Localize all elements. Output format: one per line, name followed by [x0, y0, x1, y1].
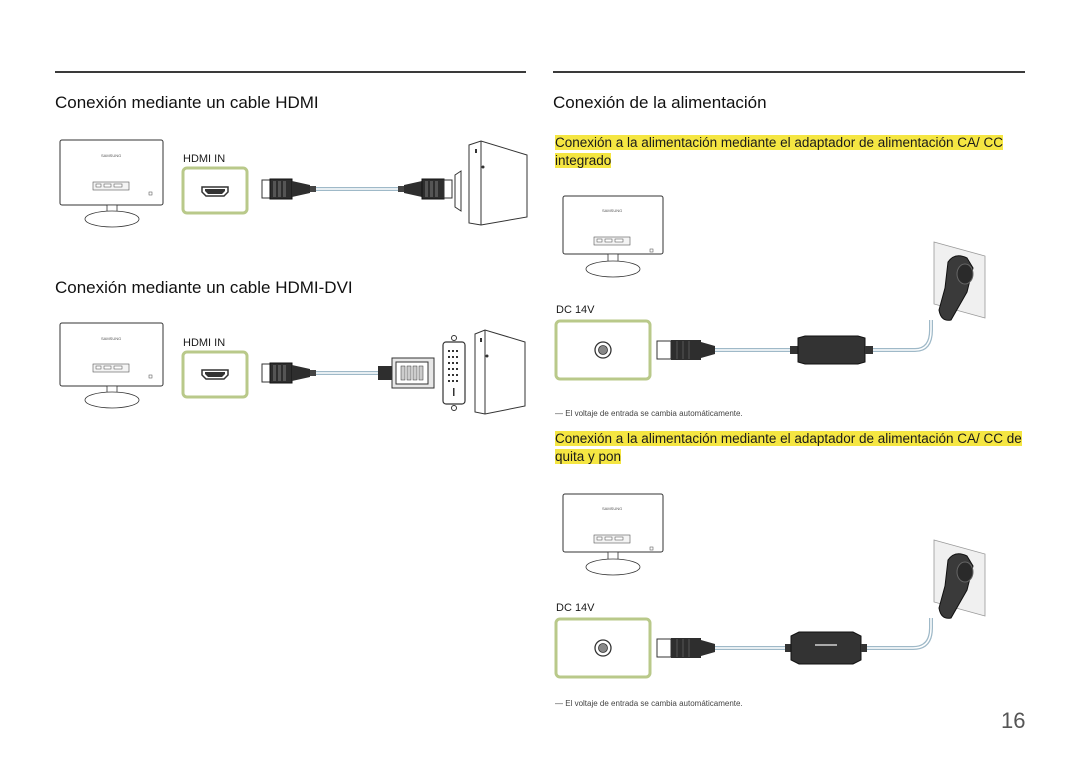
left-column-rule: [55, 71, 526, 73]
power-detachable-adapter-diagram: [553, 488, 1023, 688]
power-section-title: Conexión de la alimentación: [553, 93, 767, 112]
power-adapter-brick: [798, 336, 865, 364]
pc-tower-icon: [469, 141, 527, 225]
hdmi-dvi-section-title: Conexión mediante un cable HDMI-DVI: [55, 278, 353, 297]
power-subsection-detachable: Conexión a la alimentación mediante el adaptador de alimentación CA/ CC de quita y pon: [555, 431, 1022, 464]
hdmi-in-label-2: HDMI IN: [183, 337, 226, 349]
dc-14v-label-1: DC 14V: [556, 304, 595, 316]
monitor-rear-icon: [563, 196, 663, 277]
voltage-note-2: — El voltaje de entrada se cambia automáticamente.: [555, 699, 743, 708]
power-integrated-adapter-diagram: [553, 190, 1023, 390]
svg-text:SAMSUNG: SAMSUNG: [602, 208, 623, 213]
hdmi-section-title: Conexión mediante un cable HDMI: [55, 93, 319, 112]
monitor-rear-icon: [60, 140, 163, 227]
hdmi-connection-diagram: [55, 135, 535, 255]
page-number: 16: [1001, 708, 1026, 733]
pc-tower-icon: [475, 330, 525, 414]
dc-14v-label-2: DC 14V: [556, 602, 595, 614]
hdmi-in-label-1: HDMI IN: [183, 153, 226, 165]
svg-text:SAMSUNG: SAMSUNG: [101, 336, 122, 341]
voltage-note-1: — El voltaje de entrada se cambia automáticamente.: [555, 409, 743, 418]
power-adapter-brick: [791, 632, 861, 664]
monitor-rear-icon: [563, 494, 663, 575]
hdmi-dvi-connection-diagram: [55, 318, 535, 428]
monitor-rear-icon: [60, 323, 163, 408]
right-column-rule: [553, 71, 1025, 73]
svg-text:SAMSUNG: SAMSUNG: [602, 506, 623, 511]
monitor-brand-text: SAMSUNG: [101, 153, 122, 158]
power-subsection-integrated: Conexión a la alimentación mediante el adaptador de alimentación CA/ CC integrado: [555, 135, 1004, 168]
